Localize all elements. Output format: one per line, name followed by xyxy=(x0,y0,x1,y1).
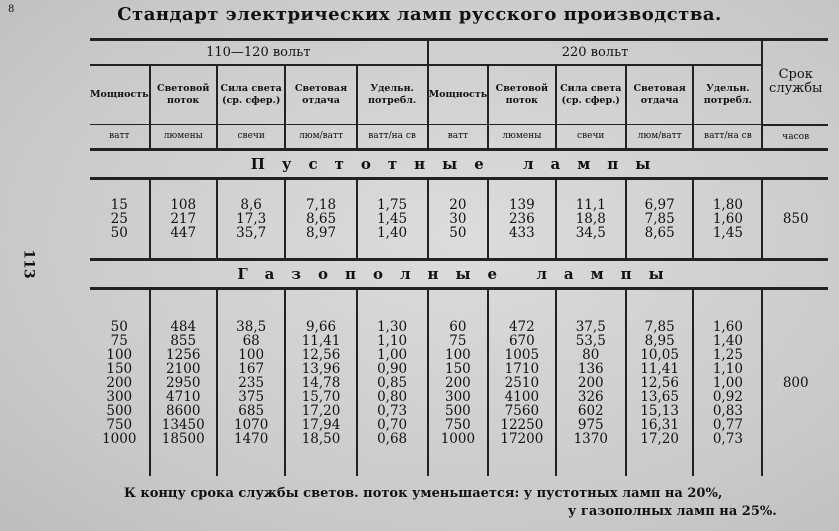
table-cell: 12250 xyxy=(500,416,544,433)
col-flux-header: Световой поток xyxy=(150,65,217,125)
table-cell: 472 xyxy=(508,318,535,335)
table-cell: 1070 xyxy=(233,416,269,433)
table-cell: 108 xyxy=(170,196,197,213)
col-power-header: Мощность xyxy=(90,65,150,125)
unit-cell: свечи xyxy=(217,125,286,150)
table-cell: 670 xyxy=(508,332,535,349)
table-cell: 7,85 xyxy=(644,318,675,335)
unit-cell: люмены xyxy=(150,125,217,150)
data-column xyxy=(556,288,626,476)
table-cell: 0,77 xyxy=(712,416,743,433)
table-cell: 100 xyxy=(445,346,471,363)
section-data-gasfilled xyxy=(90,288,828,476)
col-specific-header: Удельн. потребл. xyxy=(357,65,428,125)
table-cell: 30 xyxy=(449,210,467,227)
data-column xyxy=(150,288,217,476)
data-column xyxy=(150,178,217,259)
table-cell: 68 xyxy=(242,332,260,349)
table-cell: 18,50 xyxy=(301,430,341,447)
table-cell: 0,85 xyxy=(377,374,408,391)
table-cell: 375 xyxy=(238,388,265,405)
table-cell: 1,10 xyxy=(377,332,408,349)
section-title: Газополные лампы xyxy=(90,259,828,288)
table-cell: 11,41 xyxy=(640,360,679,377)
unit-cell: ватт xyxy=(428,125,489,150)
table-cell: 0,80 xyxy=(377,388,408,405)
table-cell: 10,05 xyxy=(640,346,679,363)
table-cell: 8600 xyxy=(166,402,201,419)
table-cell: 12,56 xyxy=(640,374,679,391)
table-cell: 685 xyxy=(238,402,265,419)
table-cell: 1,75 xyxy=(377,196,408,213)
table-cell: 37,5 xyxy=(575,318,606,335)
table-cell: 0,68 xyxy=(377,430,408,447)
data-column xyxy=(488,178,555,259)
table-cell: 8,6 xyxy=(240,196,262,213)
table-cell: 1000 xyxy=(440,430,476,447)
col-efficacy-header: Световая отдача xyxy=(285,65,356,125)
footnote-line-1: К концу срока службы светов. поток уменьшается: у пустотных ламп на 20%, xyxy=(124,486,723,501)
table-cell: 1256 xyxy=(166,346,201,363)
corner-mark: 8 xyxy=(8,4,15,15)
table-cell: 484 xyxy=(170,318,197,335)
table-cell: 53,5 xyxy=(575,332,606,349)
table-cell: 855 xyxy=(170,332,197,349)
table-cell: 0,73 xyxy=(712,430,743,447)
table-cell: 136 xyxy=(577,360,604,377)
table-cell: 11,41 xyxy=(301,332,341,349)
table-cell: 18,8 xyxy=(575,210,606,227)
data-column xyxy=(626,178,693,259)
table-cell: 17,20 xyxy=(640,430,679,447)
table-cell: 17,20 xyxy=(301,402,341,419)
table-cell: 7,18 xyxy=(305,196,337,213)
data-column xyxy=(488,288,555,476)
table-cell: 16,31 xyxy=(640,416,679,433)
table-cell: 1,10 xyxy=(712,360,743,377)
table-cell: 35,7 xyxy=(236,224,267,241)
col-intensity-header: Сила света (ср. сфер.) xyxy=(556,65,626,125)
lifetime-header: Срок службы xyxy=(762,40,828,125)
table-cell: 15 xyxy=(110,196,128,213)
table-cell: 4710 xyxy=(166,388,201,405)
table-cell: 326 xyxy=(577,388,604,405)
page-title: Стандарт электрических ламп русского производства. xyxy=(117,4,722,25)
table-cell: 750 xyxy=(106,416,133,433)
table-cell: 13,96 xyxy=(301,360,341,377)
table-cell: 2510 xyxy=(504,374,540,391)
table-cell: 1,25 xyxy=(712,346,743,363)
table-cell: 236 xyxy=(508,210,535,227)
table-cell: 139 xyxy=(508,196,535,213)
table-cell: 200 xyxy=(106,374,133,391)
group-110-header: 110—120 вольт xyxy=(90,40,428,66)
col-efficacy-header: Световая отдача xyxy=(626,65,693,125)
table-cell: 500 xyxy=(106,402,133,419)
table-cell: 300 xyxy=(445,388,471,405)
table-cell: 200 xyxy=(577,374,604,391)
table-cell: 0,70 xyxy=(377,416,408,433)
table-cell: 8,97 xyxy=(305,224,337,241)
table-cell: 1,80 xyxy=(712,196,743,213)
table-cell: 150 xyxy=(106,360,133,377)
lifetime-value: 800 xyxy=(762,288,828,476)
unit-cell: ватт xyxy=(90,125,150,150)
unit-cell: часов xyxy=(762,125,828,150)
data-column xyxy=(693,178,762,259)
table-cell: 20 xyxy=(449,196,467,213)
table-cell: 38,5 xyxy=(236,318,267,335)
table-cell: 0,90 xyxy=(377,360,408,377)
table-cell: 1,40 xyxy=(712,332,743,349)
group-220-header: 220 вольт xyxy=(428,40,763,66)
section-title: Пустотные лампы xyxy=(90,149,828,178)
data-column xyxy=(217,178,286,259)
unit-cell: ватт/на св xyxy=(693,125,762,150)
table-cell: 9,66 xyxy=(305,318,337,335)
data-column xyxy=(556,178,626,259)
data-column xyxy=(357,178,428,259)
table-cell: 750 xyxy=(445,416,471,433)
table-cell: 1005 xyxy=(504,346,540,363)
section-data-vacuum xyxy=(90,178,828,259)
table-cell: 100 xyxy=(238,346,265,363)
table-cell: 100 xyxy=(106,346,133,363)
page-number: 113 xyxy=(20,249,37,279)
table-cell: 1,45 xyxy=(712,224,743,241)
table-cell: 1,00 xyxy=(377,346,408,363)
table-cell: 25 xyxy=(110,210,128,227)
table-cell: 15,70 xyxy=(301,388,341,405)
unit-cell: люм/ватт xyxy=(285,125,356,150)
table-cell: 13,65 xyxy=(640,388,679,405)
table-cell: 8,95 xyxy=(644,332,675,349)
col-power-header: Мощность xyxy=(428,65,489,125)
table-cell: 6,97 xyxy=(644,196,675,213)
table-cell: 1000 xyxy=(102,430,137,447)
table-cell: 2950 xyxy=(166,374,201,391)
data-column xyxy=(428,288,489,476)
table-cell: 8,65 xyxy=(305,210,337,227)
table-cell: 1,30 xyxy=(377,318,408,335)
col-intensity-header: Сила света (ср. сфер.) xyxy=(217,65,286,125)
table-cell: 75 xyxy=(449,332,467,349)
table-cell: 1,45 xyxy=(377,210,408,227)
table-cell: 1,60 xyxy=(712,318,743,335)
table-cell: 167 xyxy=(238,360,265,377)
table-cell: 1,60 xyxy=(712,210,743,227)
table-cell: 0,73 xyxy=(377,402,408,419)
data-column xyxy=(626,288,693,476)
table-cell: 17200 xyxy=(500,430,544,447)
table-cell: 50 xyxy=(110,224,128,241)
table-cell: 14,78 xyxy=(301,374,341,391)
table-cell: 0,83 xyxy=(712,402,743,419)
table-cell: 150 xyxy=(445,360,471,377)
table-cell: 18500 xyxy=(161,430,205,447)
table-cell: 1,40 xyxy=(377,224,408,241)
table-cell: 8,65 xyxy=(644,224,675,241)
data-column xyxy=(357,288,428,476)
table-cell: 17,94 xyxy=(301,416,341,433)
table-cell: 11,1 xyxy=(575,196,606,213)
table-cell: 1370 xyxy=(573,430,608,447)
table-cell: 0,92 xyxy=(712,388,743,405)
unit-cell: люмены xyxy=(488,125,555,150)
table-cell: 433 xyxy=(508,224,535,241)
data-column xyxy=(217,288,286,476)
table-cell: 602 xyxy=(577,402,604,419)
data-column xyxy=(428,178,489,259)
table-cell: 1,00 xyxy=(712,374,743,391)
table-cell: 4100 xyxy=(504,388,540,405)
data-column xyxy=(90,178,150,259)
table-cell: 15,13 xyxy=(640,402,679,419)
table-cell: 1470 xyxy=(233,430,269,447)
data-column xyxy=(90,288,150,476)
table-cell: 235 xyxy=(238,374,265,391)
table-cell: 50 xyxy=(449,224,467,241)
unit-cell: ватт/на св xyxy=(357,125,428,150)
table-cell: 500 xyxy=(445,402,471,419)
unit-cell: свечи xyxy=(556,125,626,150)
col-flux-header: Световой поток xyxy=(488,65,555,125)
lifetime-value: 850 xyxy=(762,178,828,259)
footnote-line-2: у газополных ламп на 25%. xyxy=(568,504,777,519)
lamp-standard-table xyxy=(90,38,828,476)
unit-cell: люм/ватт xyxy=(626,125,693,150)
data-column xyxy=(693,288,762,476)
table-cell: 975 xyxy=(577,416,604,433)
table-cell: 200 xyxy=(445,374,471,391)
table-cell: 7,85 xyxy=(644,210,675,227)
table-cell: 50 xyxy=(110,318,128,335)
table-cell: 300 xyxy=(106,388,133,405)
table-cell: 7560 xyxy=(504,402,540,419)
table-cell: 75 xyxy=(110,332,128,349)
table-cell: 2100 xyxy=(166,360,201,377)
table-cell: 60 xyxy=(449,318,467,335)
table-cell: 13450 xyxy=(161,416,205,433)
data-column xyxy=(285,288,356,476)
table-cell: 447 xyxy=(170,224,197,241)
table-cell: 34,5 xyxy=(575,224,606,241)
table-cell: 80 xyxy=(582,346,600,363)
table-cell: 17,3 xyxy=(236,210,267,227)
table-cell: 1710 xyxy=(504,360,540,377)
table-cell: 217 xyxy=(170,210,197,227)
data-column xyxy=(285,178,356,259)
col-specific-header: Удельн. потребл. xyxy=(693,65,762,125)
table-cell: 12,56 xyxy=(301,346,341,363)
